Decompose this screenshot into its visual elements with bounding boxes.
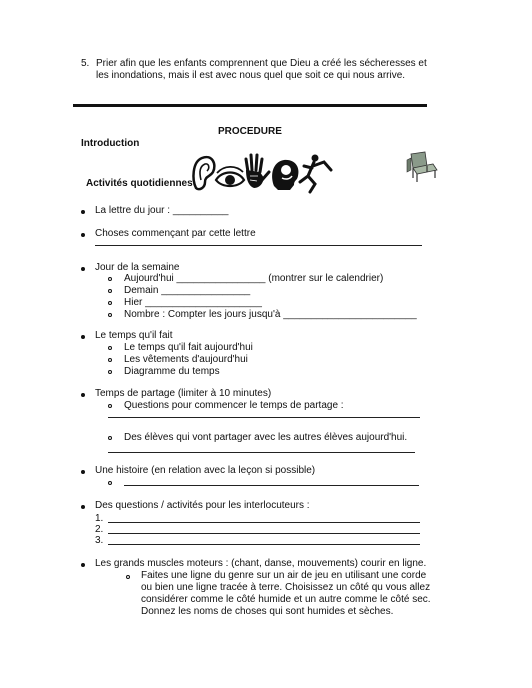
intro-item-number: 5. <box>81 58 90 69</box>
today-entry: Aujourd'hui ________________ (montrer sur le calendrier) <box>124 273 384 284</box>
bullet <box>81 335 85 339</box>
head-icon <box>272 160 298 190</box>
ear-icon <box>194 157 215 189</box>
sharing-questions: Questions pour commencer le temps de partage : <box>124 400 344 411</box>
answer-line <box>108 522 420 523</box>
question-number-2: 2. <box>95 524 104 535</box>
answer-line <box>108 533 420 534</box>
sub-bullet <box>108 313 112 317</box>
weather-diagram: Diagramme du temps <box>124 366 220 377</box>
procedure-heading: PROCEDURE <box>218 126 282 137</box>
letter-of-day: La lettre du jour : __________ <box>95 205 229 216</box>
day-of-week: Jour de la semaine <box>95 262 180 273</box>
sub-bullet <box>108 370 112 374</box>
sub-bullet <box>108 277 112 281</box>
tomorrow-entry: Demain ________________ <box>124 285 251 296</box>
answer-line <box>95 245 422 246</box>
eye-icon <box>216 167 244 186</box>
weather-item: Le temps qu'il fait <box>95 330 173 341</box>
sub-bullet <box>108 346 112 350</box>
sub-bullet <box>108 358 112 362</box>
questions-activities: Des questions / activités pour les interlocuteurs : <box>95 500 310 511</box>
answer-line <box>108 544 420 545</box>
introduction-heading: Introduction <box>81 138 140 149</box>
sharing-time: Temps de partage (limiter à 10 minutes) <box>95 388 272 399</box>
weather-today: Le temps qu'il fait aujourd'hui <box>124 342 253 353</box>
bullet <box>81 393 85 397</box>
number-entry: Nombre : Compter les jours jusqu'à ________________________ <box>124 309 417 320</box>
sub-bullet <box>108 481 112 485</box>
bullet <box>81 210 85 214</box>
gross-motor-line1: Faites une ligne du genre sur un air de jeu en utilisant une corde <box>141 570 427 581</box>
clothes-today: Les vêtements d'aujourd'hui <box>124 354 248 365</box>
things-starting-with-letter: Choses commençant par cette lettre <box>95 228 256 239</box>
bullet <box>81 470 85 474</box>
answer-line <box>108 452 415 453</box>
yesterday-entry: Hier _____________________ <box>124 297 262 308</box>
gross-motor-line4: Donnez les noms de choses qui sont humides et sèches. <box>141 606 394 617</box>
sub-bullet <box>108 301 112 305</box>
chair-icon <box>405 150 441 184</box>
sub-bullet <box>108 436 112 440</box>
intro-item-line2: les inondations, mais il est avec nous quel que soit ce qui nous arrive. <box>96 70 406 81</box>
sub-bullet <box>108 289 112 293</box>
bullet <box>81 505 85 509</box>
activity-pictograms <box>190 150 335 195</box>
intro-item-line1: Prier afin que les enfants comprennent que Dieu a créé les sécheresses et <box>96 58 427 69</box>
daily-activities-heading: Activités quotidiennes <box>86 178 193 189</box>
sub-bullet <box>108 404 112 408</box>
question-number-3: 3. <box>95 535 104 546</box>
hand-icon <box>246 155 269 188</box>
gross-motor-line3: considérer comme le côté humide et un autre comme le côté sec. <box>141 594 431 605</box>
bullet <box>81 563 85 567</box>
gross-motor-line2: ou bien une ligne tracée à terre. Choisissez un côté qu vous allez <box>141 582 431 593</box>
gross-motor-item: Les grands muscles moteurs : (chant, danse, mouvements) courir en ligne. <box>95 558 427 569</box>
running-figure-icon <box>300 155 331 193</box>
bullet <box>81 267 85 271</box>
answer-line <box>124 485 419 486</box>
story-item: Une histoire (en relation avec la leçon si possible) <box>95 465 316 476</box>
question-number-1: 1. <box>95 513 104 524</box>
bullet <box>81 233 85 237</box>
answer-line <box>108 417 420 418</box>
sharing-students: Des élèves qui vont partager avec les autres élèves aujourd'hui. <box>124 432 408 443</box>
sub-bullet <box>126 575 130 579</box>
section-divider <box>73 104 427 107</box>
